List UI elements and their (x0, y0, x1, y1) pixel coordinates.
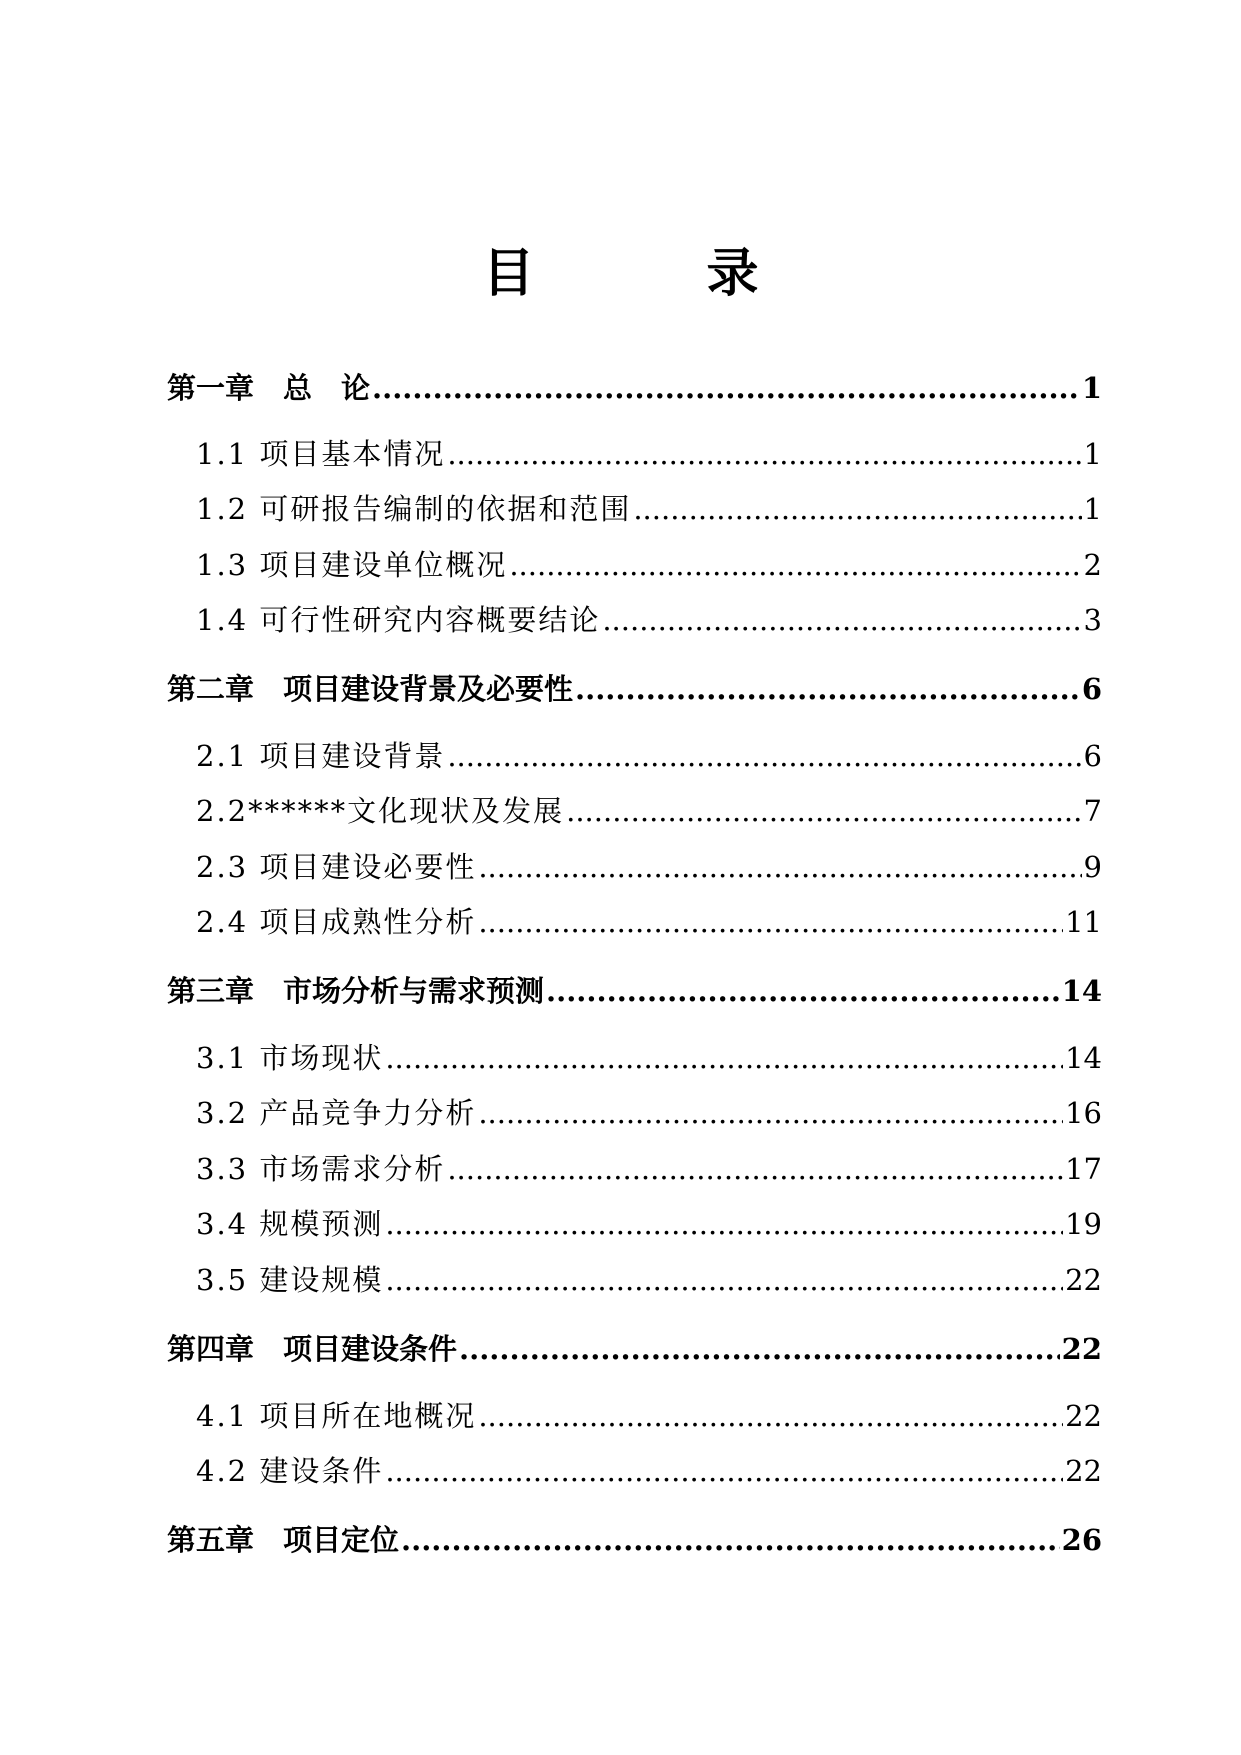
toc-entry-page: 1 (1081, 371, 1102, 405)
dot-leader (633, 492, 1081, 526)
toc-entry-chapter-4[interactable] (167, 1327, 1102, 1368)
toc-entry-label: 第五章 项目定位 (167, 1523, 400, 1557)
toc-entry-label: 第三章 市场分析与需求预测 (167, 974, 545, 1008)
toc-entry-page: 7 (1083, 794, 1102, 828)
toc-entry-2-2[interactable] (196, 789, 1102, 830)
dot-leader (385, 1454, 1063, 1488)
dot-leader (478, 850, 1081, 884)
toc-entry-label: 2.4 项目成熟性分析 (196, 905, 477, 939)
toc-entry-page: 16 (1065, 1096, 1102, 1130)
toc-entry-label: 2.2******文化现状及发展 (196, 794, 565, 828)
toc-entry-4-1[interactable] (196, 1394, 1102, 1435)
toc-entry-page: 3 (1083, 603, 1102, 637)
toc-entry-1-4[interactable] (196, 598, 1102, 639)
toc-entry-label: 3.3 市场需求分析 (196, 1152, 446, 1186)
dot-leader (566, 794, 1081, 828)
toc-entry-label: 2.1 项目建设背景 (196, 739, 446, 773)
dot-leader (546, 974, 1060, 1008)
toc-entry-2-3[interactable] (196, 845, 1102, 886)
dot-leader (575, 672, 1080, 706)
toc-entry-page: 6 (1081, 672, 1102, 706)
dot-leader (447, 437, 1081, 471)
toc-entry-label: 第一章 总 论 (167, 371, 371, 405)
toc-entry-page: 1 (1083, 437, 1102, 471)
dot-leader (478, 905, 1063, 939)
toc-entry-label: 1.3 项目建设单位概况 (196, 548, 508, 582)
toc-entry-chapter-3[interactable] (167, 969, 1102, 1010)
toc-entry-label: 4.1 项目所在地概况 (196, 1399, 477, 1433)
dot-leader (401, 1523, 1060, 1557)
dot-leader (447, 1152, 1063, 1186)
toc-entry-3-4[interactable] (196, 1202, 1102, 1243)
toc-entry-page: 17 (1065, 1152, 1102, 1186)
toc-entry-3-5[interactable] (196, 1258, 1102, 1299)
dot-leader (602, 603, 1081, 637)
toc-entry-page: 22 (1065, 1399, 1102, 1433)
toc-entry-page: 22 (1065, 1263, 1102, 1297)
dot-leader (385, 1041, 1063, 1075)
dot-leader (478, 1399, 1063, 1433)
toc-entry-page: 14 (1065, 1041, 1102, 1075)
toc-entry-label: 3.2 产品竞争力分析 (196, 1096, 477, 1130)
toc-entry-label: 4.2 建设条件 (196, 1454, 384, 1488)
toc-entry-page: 1 (1083, 492, 1102, 526)
toc-entry-3-3[interactable] (196, 1147, 1102, 1188)
toc-entry-4-2[interactable] (196, 1449, 1102, 1490)
toc-entry-label: 1.2 可研报告编制的依据和范围 (196, 492, 632, 526)
toc-entry-label: 1.4 可行性研究内容概要结论 (196, 603, 601, 637)
toc-entry-2-1[interactable] (196, 734, 1102, 775)
toc-entry-page: 19 (1065, 1207, 1102, 1241)
toc-entry-page: 22 (1065, 1454, 1102, 1488)
toc-entry-label: 3.4 规模预测 (196, 1207, 384, 1241)
dot-leader (385, 1263, 1063, 1297)
toc-entry-3-2[interactable] (196, 1091, 1102, 1132)
toc-entry-label: 3.1 市场现状 (196, 1041, 384, 1075)
toc-entry-page: 6 (1083, 739, 1102, 773)
toc-entry-page: 9 (1083, 850, 1102, 884)
toc-entry-label: 第四章 项目建设条件 (167, 1332, 458, 1366)
toc-entry-label: 1.1 项目基本情况 (196, 437, 446, 471)
toc-entry-1-1[interactable] (196, 432, 1102, 473)
dot-leader (459, 1332, 1060, 1366)
toc-entry-label: 3.5 建设规模 (196, 1263, 384, 1297)
dot-leader (385, 1207, 1063, 1241)
toc-entry-1-3[interactable] (196, 543, 1102, 584)
toc-entry-page: 22 (1061, 1332, 1102, 1366)
toc-entry-2-4[interactable] (196, 900, 1102, 941)
page-title: 目 录 (482, 243, 819, 304)
toc-entry-chapter-1[interactable] (167, 366, 1102, 407)
toc-entry-label: 2.3 项目建设必要性 (196, 850, 477, 884)
toc-entry-3-1[interactable] (196, 1036, 1102, 1077)
dot-leader (509, 548, 1081, 582)
dot-leader (372, 371, 1080, 405)
toc-entry-page: 26 (1061, 1523, 1102, 1557)
toc-entry-page: 11 (1065, 905, 1102, 939)
toc-entry-page: 2 (1083, 548, 1102, 582)
toc-entry-label: 第二章 项目建设背景及必要性 (167, 672, 574, 706)
dot-leader (478, 1096, 1063, 1130)
toc-entry-page: 14 (1061, 974, 1102, 1008)
dot-leader (447, 739, 1081, 773)
toc-entry-chapter-5[interactable] (167, 1518, 1102, 1559)
toc-entry-1-2[interactable] (196, 487, 1102, 528)
toc-entry-chapter-2[interactable] (167, 667, 1102, 708)
